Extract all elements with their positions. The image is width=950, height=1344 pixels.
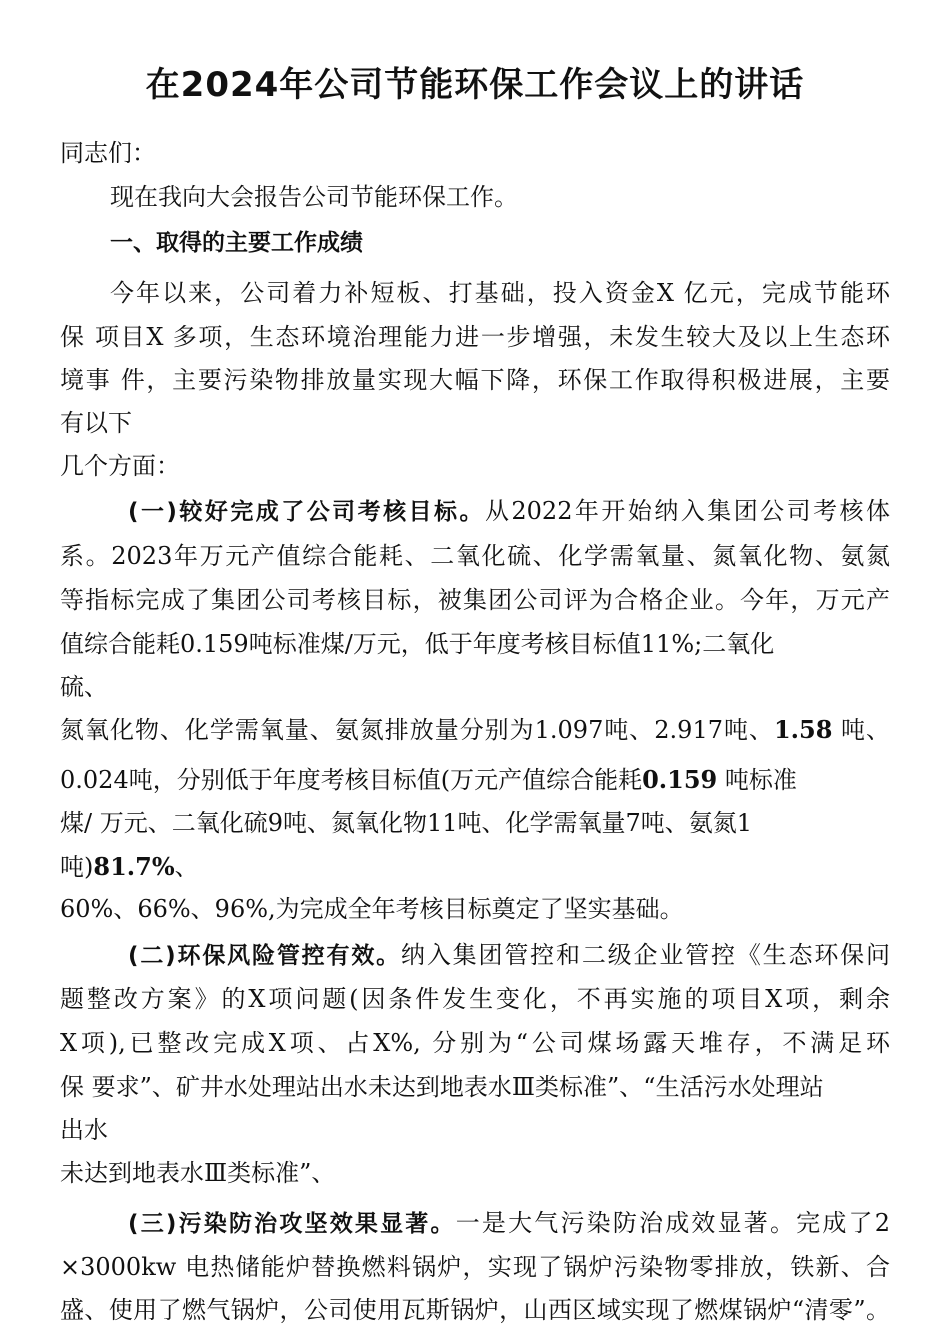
item3-first-line: 一是大气污染防治成效显著。完成了2 (455, 1209, 890, 1237)
item1-line-8: 煤/ 万元、二氧化硫9吨、氮氧化物11吨、化学需氧量7吨、氨氮1 (60, 809, 753, 837)
item2-line-6: 未达到地表水Ⅲ类标准”、 (60, 1159, 336, 1187)
item2-line-4: 保 要求”、矿井水处理站出水未达到地表水Ⅲ类标准”、“生活污水处理站 (60, 1073, 824, 1101)
intro-line-3: 境事 件，主要污染物排放量实现大幅下降，环保工作取得积极进展，主要 (60, 366, 890, 394)
item2-line-3: X项),已整改完成X项、占X%, 分别为“公司煤场露天堆存，不满足环 (60, 1029, 890, 1057)
item1-line-7 (60, 763, 797, 797)
intro-line-2: 保 项目X 多项，生态环境治理能力进一步增强，未发生较大及以上生态环 (60, 323, 890, 351)
item2-first-line: 纳入集团管控和二级企业管控《生态环保问 (401, 941, 890, 969)
document-title: 在2024年公司节能环保工作会议上的讲话 (145, 65, 805, 105)
item1-line-7-value: 0.159 (642, 765, 718, 794)
item1-line-9-value: 81.7% (93, 852, 175, 881)
item1-line-5: 硫、 (60, 673, 108, 701)
item1-line-10: 60%、66%、96%,为完成全年考核目标奠定了坚实基础。 (60, 895, 684, 923)
item1-label: (一)较好完成了公司考核目标。 (128, 499, 485, 525)
item1-first-line: 从2022年开始纳入集团公司考核体 (484, 497, 890, 525)
greeting: 同志们： (60, 139, 156, 167)
item1-line-6-value: 1.58 (773, 715, 833, 744)
item3-line-2: ×3000kw 电热储能炉替换燃料锅炉，实现了锅炉污染物零排放，铁新、合 (60, 1253, 890, 1281)
item1-line-7-end: 吨标准 (717, 766, 797, 794)
item1-paragraph-start (128, 494, 890, 529)
opening-paragraph: 现在我向大会报告公司节能环保工作。 (110, 183, 518, 211)
item2-line-2: 题整改方案》的X项问题(因条件发生变化，不再实施的项目X项，剩余 (60, 985, 890, 1013)
item2-line-5: 出水 (60, 1116, 108, 1144)
item1-line-6 (60, 713, 890, 747)
item1-line-9-end: 、 (174, 853, 199, 881)
item2-paragraph-start (128, 938, 890, 973)
intro-line-1: 今年以来，公司着力补短板、打基础，投入资金X 亿元，完成节能环 (110, 279, 890, 307)
section-heading: 一、取得的主要工作成绩 (110, 230, 363, 256)
item1-line-6-text: 氮氧化物、化学需氧量、氨氮排放量分别为1.097吨、2.917吨、 (60, 716, 774, 744)
item1-line-7-text: 0.024吨，分别低于年度考核目标值(万元产值综合能耗 (60, 766, 643, 794)
intro-line-4: 有以下 (60, 409, 132, 437)
item3-paragraph-start (128, 1206, 890, 1241)
item1-line-2: 系。2023年万元产值综合能耗、二氧化硫、化学需氧量、氮氧化物、氨氮 (60, 542, 890, 570)
item1-line-3: 等指标完成了集团公司考核目标，被集团公司评为合格企业。今年，万元产 (60, 586, 890, 614)
item1-line-4: 值综合能耗0.159吨标准煤/万元，低于年度考核目标值11%;二氧化 (60, 630, 775, 658)
item1-line-9 (60, 850, 199, 884)
item2-label: (二)环保风险管控有效。 (128, 943, 402, 969)
item1-line-6-end: 吨、 (832, 716, 890, 744)
item3-line-3: 盛、使用了燃气锅炉，公司使用瓦斯锅炉，山西区域实现了燃煤锅炉“清零”。 (60, 1296, 890, 1324)
item1-line-9-text: 吨) (60, 853, 94, 881)
intro-line-5: 几个方面： (60, 452, 180, 480)
item3-label: (三)污染防治攻坚效果显著。 (128, 1211, 456, 1237)
